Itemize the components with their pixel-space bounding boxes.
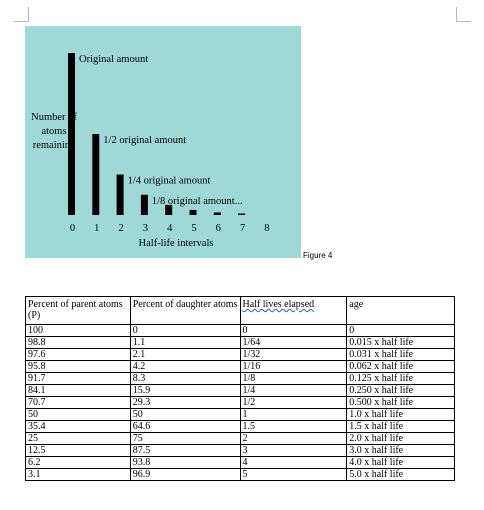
y-axis-label-line-2: atoms	[41, 126, 67, 137]
table-cell: 12.5	[26, 445, 131, 457]
table-cell: 75	[130, 433, 240, 445]
x-tick-label: 5	[191, 223, 197, 234]
y-axis-label-line-3: remaining	[32, 140, 76, 151]
table-cell: 0	[347, 325, 455, 337]
table-cell: 0.062 x half life	[347, 361, 455, 373]
table-cell: 0.015 x half life	[347, 337, 455, 349]
table-cell: 1.5 x half life	[347, 421, 455, 433]
crop-mark-top-left	[14, 7, 29, 22]
table-cell: 98.8	[26, 337, 131, 349]
table-cell: 0.500 x half life	[347, 397, 455, 409]
table-row	[26, 337, 455, 349]
table-cell: 4	[240, 457, 347, 469]
header-half-lives-text: Half lives elapsed	[242, 299, 315, 310]
table-cell: 1.1	[130, 337, 240, 349]
header-age: age	[347, 297, 455, 325]
table-cell: 0.125 x half life	[347, 373, 455, 385]
table-cell: 5	[240, 469, 347, 481]
bar-interval-1	[92, 134, 99, 215]
table-row	[26, 349, 455, 361]
bar-interval-2	[117, 175, 124, 216]
table-cell: 5.0 x half life	[347, 469, 455, 481]
bar-interval-0	[68, 53, 75, 215]
table-cell: 1.5	[240, 421, 347, 433]
table-cell: 3.1	[26, 469, 131, 481]
table-row	[26, 385, 455, 397]
table-cell: 29.3	[130, 397, 240, 409]
y-axis-label-line-1: Number of	[31, 112, 77, 123]
table-cell: 70.7	[26, 397, 131, 409]
x-tick-label: 2	[118, 223, 124, 234]
table-cell: 1.0 x half life	[347, 409, 455, 421]
table-cell: 3.0 x half life	[347, 445, 455, 457]
table-row	[26, 397, 455, 409]
decay-data-table	[25, 296, 455, 481]
x-tick-label: 8	[264, 223, 270, 234]
table-cell: 0.250 x half life	[347, 385, 455, 397]
bar-interval-3	[141, 195, 148, 215]
table-cell: 1/32	[240, 349, 347, 361]
bar-annotation: Original amount	[79, 54, 149, 65]
x-tick-label: 4	[167, 223, 173, 234]
table-cell: 91.7	[26, 373, 131, 385]
table-cell: 8.3	[130, 373, 240, 385]
figure-caption: Figure 4	[303, 251, 333, 260]
table-row	[26, 457, 455, 469]
table-cell: 2.1	[130, 349, 240, 361]
crop-mark-top-right	[456, 7, 471, 22]
bar-annotation: 1/2 original amount	[103, 135, 187, 146]
half-life-bar-chart	[25, 26, 301, 258]
table-cell: 87.5	[130, 445, 240, 457]
table-cell: 1	[240, 409, 347, 421]
table-cell: 3	[240, 445, 347, 457]
table-row	[26, 469, 455, 481]
header-percent-daughter: Percent of daughter atoms	[130, 297, 240, 325]
table-cell: 1/2	[240, 397, 347, 409]
x-tick-label: 3	[142, 223, 149, 234]
table-row	[26, 409, 455, 421]
bar-annotation: 1/8 original amount...	[151, 195, 243, 207]
table-cell: 64.6	[130, 421, 240, 433]
table-cell: 93.8	[130, 457, 240, 469]
header-half-lives-elapsed	[240, 297, 347, 325]
x-tick-label: 7	[239, 223, 246, 234]
table-cell: 50	[26, 409, 131, 421]
table-cell: 97.6	[26, 349, 131, 361]
header-percent-parent: Percent of parent atoms (P)	[26, 297, 131, 325]
table-row	[26, 373, 455, 385]
x-tick-label: 0	[69, 223, 76, 234]
bar-interval-5	[190, 210, 197, 215]
table-row	[26, 421, 455, 433]
table-cell: 2	[240, 433, 347, 445]
table-cell: 15.9	[130, 385, 240, 397]
x-axis-label: Half-life intervals	[138, 238, 214, 249]
table-row	[26, 433, 455, 445]
table-cell: 84.1	[26, 385, 131, 397]
table-cell: 0.031 x half life	[347, 349, 455, 361]
table-cell: 35.4	[26, 421, 131, 433]
table-cell: 4.2	[130, 361, 240, 373]
table-cell: 6.2	[26, 457, 131, 469]
table-cell: 95.8	[26, 361, 131, 373]
table-cell: 0	[240, 325, 347, 337]
table-row	[26, 361, 455, 373]
table-row	[26, 325, 455, 337]
bar-interval-6	[214, 212, 221, 215]
bar-annotation: 1/4 original amount	[127, 175, 211, 187]
table-cell: 1/8	[240, 373, 347, 385]
table-cell: 96.9	[130, 469, 240, 481]
table-cell: 1/64	[240, 337, 347, 349]
table-cell: 100	[26, 325, 131, 337]
table-row	[26, 445, 455, 457]
table-cell: 2.0 x half life	[347, 433, 455, 445]
table-header-row	[26, 297, 455, 325]
table-cell: 4.0 x half life	[347, 457, 455, 469]
x-tick-label: 1	[94, 223, 100, 234]
table-cell: 0	[130, 325, 240, 337]
table-cell: 1/16	[240, 361, 347, 373]
bar-interval-7	[238, 214, 245, 216]
table-cell: 1/4	[240, 385, 347, 397]
half-life-figure	[25, 26, 301, 258]
table-cell: 25	[26, 433, 131, 445]
x-tick-label: 6	[215, 223, 221, 234]
table-cell: 50	[130, 409, 240, 421]
